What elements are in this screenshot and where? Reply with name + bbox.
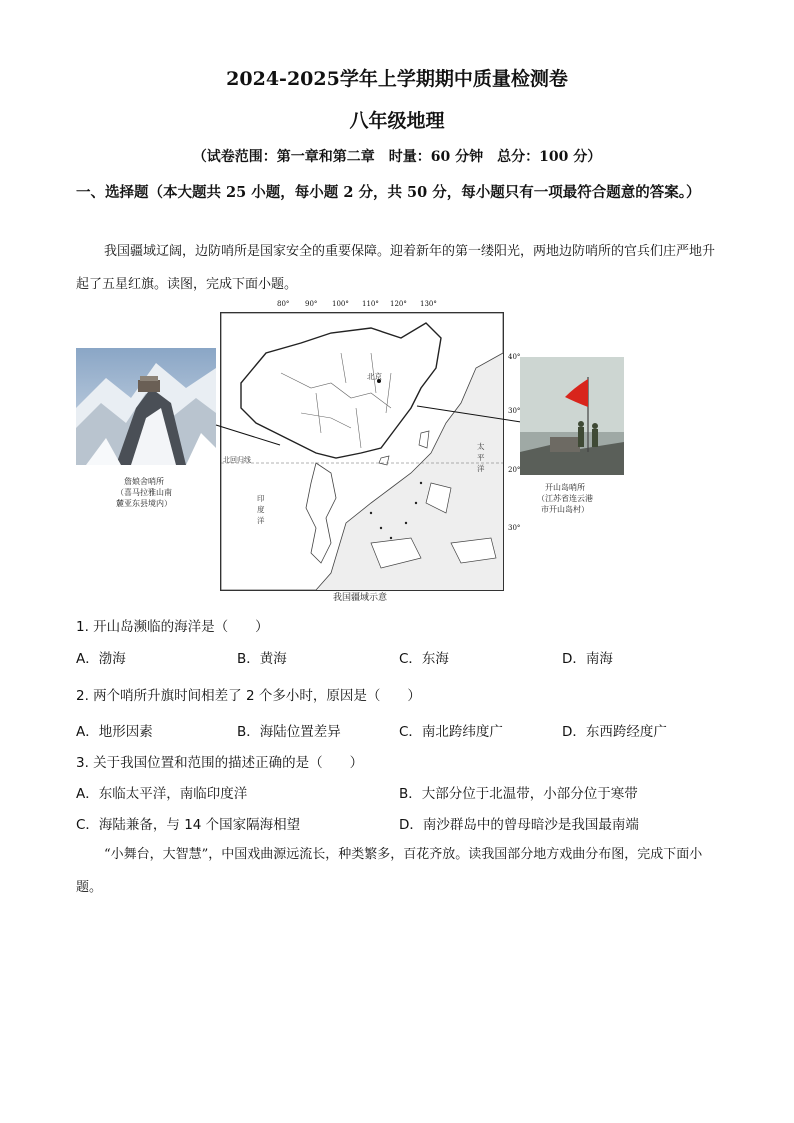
question-3-option-b[interactable]: B．大部分位于北温带，小部分位于寒带 (399, 786, 638, 802)
right-photo-caption: 开山岛哨所 （江苏省连云港 市开山岛村） (537, 483, 593, 514)
question-3-option-a[interactable]: A．东临太平洋，南临印度洋 (76, 786, 248, 802)
pointer-line-right (415, 400, 525, 430)
question-2-option-b[interactable]: B．海陆位置差异 (237, 724, 341, 740)
map-label-pacific: 太 平 洋 (477, 442, 485, 473)
map-label-tropic: 北回归线 (223, 456, 251, 464)
map-label-beijing: 北京 (367, 372, 382, 381)
figure-title: 我国疆域示意 (332, 593, 387, 603)
lat-tick: 30° (508, 407, 521, 415)
exam-title: 2024-2025学年上学期期中质量检测卷 (226, 68, 568, 90)
passage-border-posts: 我国疆域辽阔，边防哨所是国家安全的重要保障。迎着新年的第一缕阳光，两地边防哨所的官兵们庄严地升起了五星红旗。读图，完成下面小题。 (76, 244, 716, 292)
lon-tick: 120° (390, 300, 407, 308)
lat-tick: 20° (508, 466, 521, 474)
question-3-option-d[interactable]: D．南沙群岛中的曾母暗沙是我国最南端 (399, 817, 639, 833)
lon-tick: 110° (362, 300, 379, 308)
question-2-stem: 2. 两个哨所升旗时间相差了 2 个多小时，原因是（ ） (76, 688, 421, 704)
question-2-option-a[interactable]: A．地形因素 (76, 724, 153, 740)
mountain-outpost-photo (76, 348, 216, 465)
question-1-option-a[interactable]: A．渤海 (76, 651, 126, 667)
section-heading: 一、选择题（本大题共 25 小题，每小题 2 分，共 50 分，每小题只有一项最符合题意的答案。） (76, 184, 701, 201)
question-2-option-c[interactable]: C．南北跨纬度广 (399, 724, 503, 740)
map-label-indian: 印 度 洋 (257, 494, 265, 525)
pointer-line-left (214, 395, 284, 455)
question-3-stem: 3. 关于我国位置和范围的描述正确的是（ ） (76, 755, 364, 771)
lat-tick: 40° (508, 353, 521, 361)
question-1-stem: 1. 开山岛濒临的海洋是（ ） (76, 619, 269, 635)
question-1-option-c[interactable]: C．东海 (399, 651, 449, 667)
island-outpost-photo (520, 357, 624, 475)
lat-tick: 30° (508, 524, 521, 532)
question-1-option-b[interactable]: B．黄海 (237, 651, 287, 667)
lon-tick: 80° (277, 300, 290, 308)
lon-tick: 90° (305, 300, 318, 308)
left-photo-caption: 詹娘舍哨所 （喜马拉雅山南 麓亚东县境内） (116, 477, 172, 508)
lon-tick: 130° (420, 300, 437, 308)
question-1-option-d[interactable]: D．南海 (562, 651, 613, 667)
passage-opera: “小舞台，大智慧”，中国戏曲源远流长，种类繁多，百花齐放。读我国部分地方戏曲分布图，完成下面小题。 (76, 847, 703, 895)
question-2-option-d[interactable]: D．东西跨经度广 (562, 724, 667, 740)
question-3-option-c[interactable]: C．海陆兼备，与 14 个国家隔海相望 (76, 817, 301, 833)
exam-subtitle: 八年级地理 (349, 110, 445, 132)
exam-scope: （试卷范围：第一章和第二章 时量：60 分钟 总分：100 分） (192, 149, 602, 165)
lon-tick: 100° (332, 300, 349, 308)
